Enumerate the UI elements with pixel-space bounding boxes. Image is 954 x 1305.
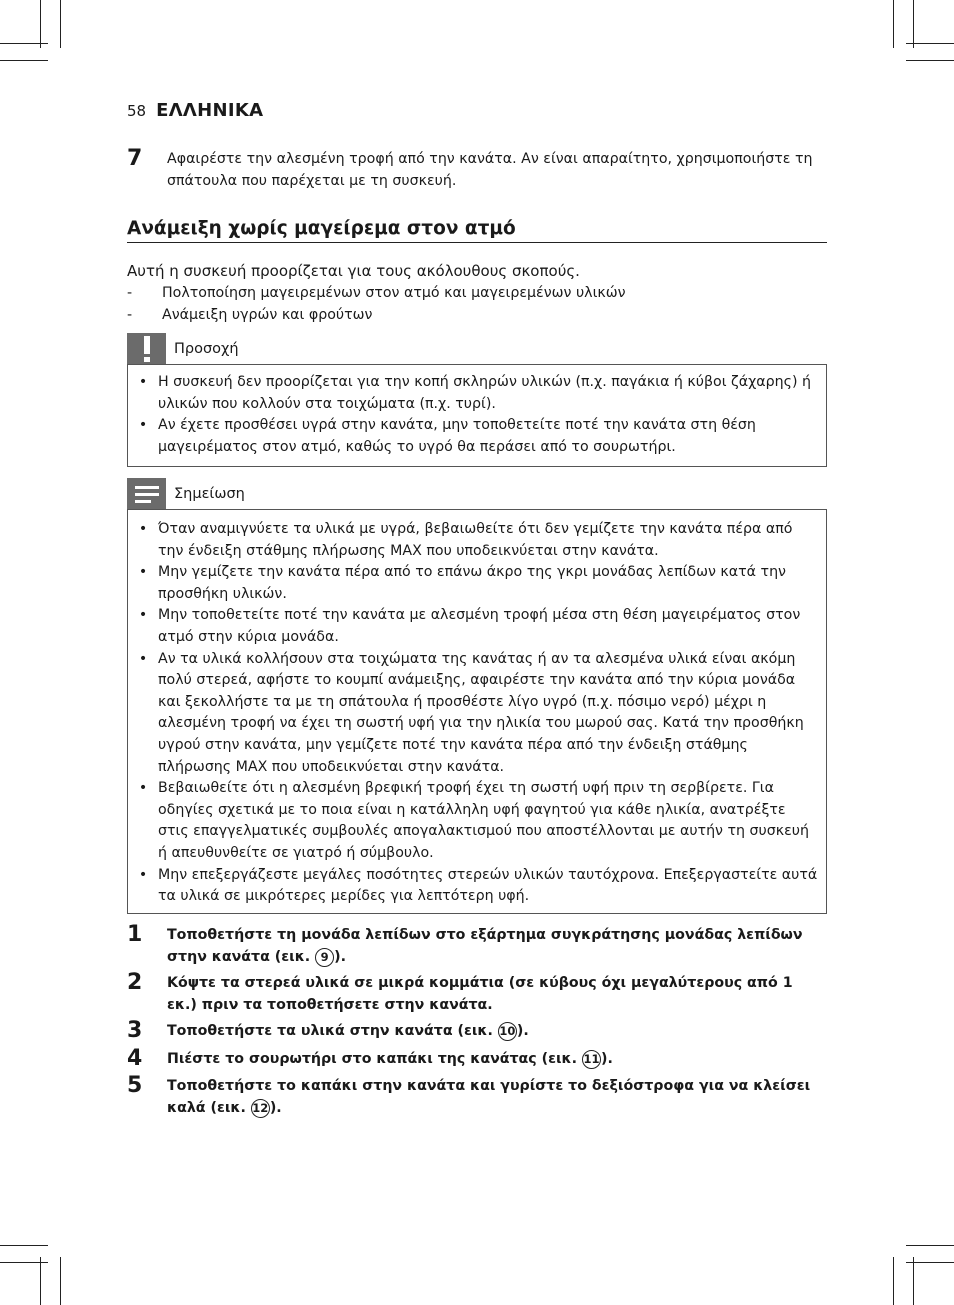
figure-ref: 11 bbox=[582, 1050, 601, 1069]
list-item: • Αν τα υλικά κολλήσουν στα τοιχώματα της κανάτας ή αν τα αλεσμένα υλικά είναι ακόμη πολύ στερεά, αφήστε το κουμπί ανάμειξης, αφαιρέστε την κανάτα από την κύρια μονάδα και ξεκολλήστε τα με τη σπάτουλα ή προσθέστε λίγο υγρό (π.χ. πόσιμο νερό) μέχρι η αλεσμένη τροφή να έχει τη σωστή υφή για την ηλικία του μωρού σας. Κατά την προσθήκη υγρού στην κανάτα, μην γεμίζετε ποτέ την κανάτα πέρα από την ένδειξη στάθμης πλήρωσης MAX που υποδεικνύεται στην κανάτα. bbox=[138, 650, 804, 775]
step-2 bbox=[127, 972, 827, 1016]
note-label: Σημείωση bbox=[174, 486, 245, 502]
list-item: • Μην επεξεργάζεστε μεγάλες ποσότητες στερεών υλικών ταυτόχρονα. Επεξεργαστείτε αυτά τα υλικά σε μικρότερες μερίδες για λεπτότερη υφή. bbox=[138, 866, 818, 905]
list-item: • Όταν αναμιγνύετε τα υλικά με υγρά, βεβαιωθείτε ότι δεν γεμίζετε την κανάτα πέρα από την ένδειξη στάθμης πλήρωσης MAX που υποδεικνύεται στην κανάτα. bbox=[138, 521, 793, 559]
step-text: Πιέστε το σουρωτήρι στο καπάκι της κανάτας (εικ. bbox=[167, 1051, 582, 1067]
step-3: 3 Τοποθετήστε τα υλικά στην κανάτα (εικ. 10 ). bbox=[127, 1018, 529, 1043]
step-number: 4 bbox=[127, 1046, 143, 1071]
crop-mark bbox=[40, 0, 41, 48]
section-intro: Αυτή η συσκευή προορίζεται για τους ακόλουθους σκοπούς. bbox=[127, 262, 580, 280]
note-box bbox=[127, 509, 827, 914]
crop-mark bbox=[913, 0, 914, 48]
purpose-item bbox=[127, 285, 827, 301]
crop-mark bbox=[893, 1257, 894, 1305]
step-text: Τοποθετήστε τη μονάδα λεπίδων στο εξάρτημα συγκράτησης μονάδας λεπίδων στην κανάτα (εικ. bbox=[167, 927, 803, 965]
list-item: • Μην γεμίζετε την κανάτα πέρα από το επάνω άκρο της γκρι μονάδας λεπίδων κατά την προσθήκη υλικών. bbox=[138, 564, 786, 602]
language-title: ΕΛΛΗΝΙΚΑ bbox=[156, 100, 264, 121]
crop-mark bbox=[0, 60, 48, 61]
list-item: • Αν έχετε προσθέσει υγρά στην κανάτα, μην τοποθετείτε ποτέ την κανάτα στη θέση μαγειρέματος στον ατμό, καθώς το υγρό θα περάσει από το σουρωτήρι. bbox=[138, 417, 756, 455]
list-item: • Μην τοποθετείτε ποτέ την κανάτα με αλεσμένη τροφή μέσα στη θέση μαγειρέματος στον ατμό στην κύρια μονάδα. bbox=[138, 607, 801, 645]
dash-marker: - bbox=[127, 307, 133, 323]
step-text: Τοποθετήστε τα υλικά στην κανάτα (εικ. bbox=[167, 1023, 498, 1039]
page-number: 58 bbox=[127, 102, 147, 120]
crop-mark bbox=[893, 0, 894, 48]
caution-header bbox=[127, 333, 827, 365]
step-number: 1 bbox=[127, 922, 143, 947]
crop-mark bbox=[906, 1245, 954, 1246]
list-item: • Η συσκευή δεν προορίζεται για την κοπή σκληρών υλικών (π.χ. παγάκια ή κύβοι ζάχαρης) ή υλικών που κολλούν στα τοιχώματα (π.χ. τυρί). bbox=[138, 374, 812, 412]
figure-ref: 10 bbox=[498, 1022, 517, 1041]
figure-ref: 9 bbox=[315, 948, 334, 967]
caution-box bbox=[127, 364, 827, 467]
step-number: 5 bbox=[127, 1073, 143, 1098]
step-number: 2 bbox=[127, 970, 143, 995]
figure-ref: 12 bbox=[251, 1099, 270, 1118]
step-number: 7 bbox=[127, 146, 143, 171]
step-number: 3 bbox=[127, 1018, 143, 1043]
exclamation-icon bbox=[127, 333, 166, 365]
purpose-text: Πολτοποίηση μαγειρεμένων στον ατμό και μαγειρεμένων υλικών bbox=[162, 285, 626, 301]
step-text: Τοποθετήστε το καπάκι στην κανάτα και γυρίστε το δεξιόστροφα για να κλείσει καλά (εικ. bbox=[167, 1078, 811, 1116]
crop-mark bbox=[40, 1257, 41, 1305]
crop-mark bbox=[0, 1245, 48, 1246]
caution-label: Προσοχή bbox=[174, 341, 239, 357]
dash-marker: - bbox=[127, 285, 133, 301]
note-lines-icon bbox=[127, 478, 166, 510]
step-1: 1 Τοποθετήστε τη μονάδα λεπίδων στο εξάρτημα συγκράτησης μονάδας λεπίδων στην κανάτα (εικ. 9 ). bbox=[127, 924, 827, 968]
step-7 bbox=[127, 148, 827, 192]
purpose-text: Ανάμειξη υγρών και φρούτων bbox=[162, 307, 373, 323]
step-5: 5 Τοποθετήστε το καπάκι στην κανάτα και γυρίστε το δεξιόστροφα για να κλείσει καλά (εικ. 12 ). bbox=[127, 1075, 827, 1119]
purpose-item bbox=[127, 307, 827, 323]
step-4: 4 Πιέστε το σουρωτήρι στο καπάκι της κανάτας (εικ. 11 ). bbox=[127, 1046, 613, 1071]
list-item: • Βεβαιωθείτε ότι η αλεσμένη βρεφική τροφή έχει τη σωστή υφή πριν τη σερβίρετε. Για οδηγίες σχετικά με το ποια είναι η κατάλληλη υφή φαγητού για κάθε ηλικία, ανατρέξτε στις επαγγελματικές συμβουλές απογαλακτισμού που αποστέλλονται με αυτήν τη συσκευή ή απευθυνθείτε σε γιατρό ή σύμβουλο. bbox=[138, 780, 809, 861]
step-text: Κόψτε τα στερεά υλικά σε μικρά κομμάτια (σε κύβους όχι μεγαλύτερους από 1 εκ.) πριν τα τοποθετήσετε στην κανάτα. bbox=[167, 975, 793, 1013]
crop-mark bbox=[913, 1257, 914, 1305]
crop-mark bbox=[60, 1257, 61, 1305]
note-header bbox=[127, 478, 827, 510]
page-header bbox=[127, 100, 263, 121]
crop-mark bbox=[60, 0, 61, 48]
crop-mark bbox=[906, 60, 954, 61]
section-title: Ανάμειξη χωρίς μαγείρεμα στον ατμό bbox=[127, 218, 827, 243]
step-text: Αφαιρέστε την αλεσμένη τροφή από την κανάτα. Αν είναι απαραίτητο, χρησιμοποιήστε τη σπάτουλα που παρέχεται με τη συσκευή. bbox=[167, 151, 813, 189]
